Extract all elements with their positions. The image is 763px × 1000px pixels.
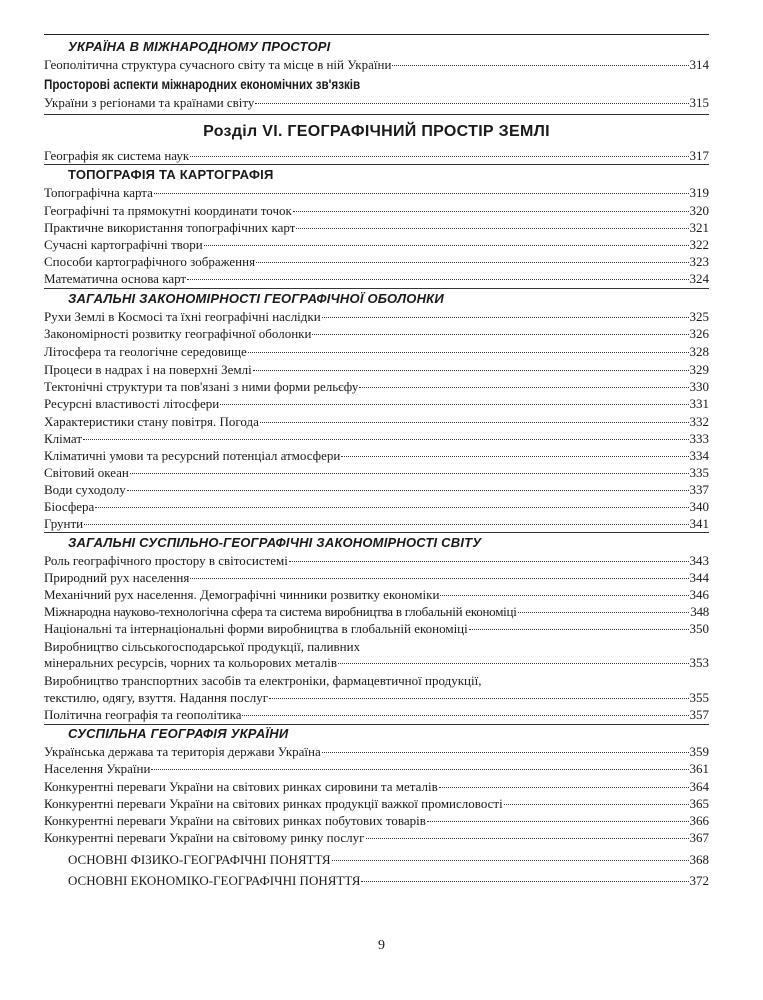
toc-entry[interactable] xyxy=(44,253,709,270)
toc-entry[interactable] xyxy=(44,552,709,569)
toc-entry-page: 335 xyxy=(689,465,709,480)
leader-dots xyxy=(338,663,688,664)
toc-entry[interactable] xyxy=(44,569,709,586)
leader-dots xyxy=(293,211,689,212)
toc-entry-page: 353 xyxy=(689,655,709,670)
toc-entry-title: Ресурсні властивості літосфери xyxy=(44,396,220,411)
leader-dots xyxy=(289,561,689,562)
toc-entry-page: 372 xyxy=(689,873,709,888)
toc-entry[interactable] xyxy=(44,795,709,812)
toc-entry-page: 348 xyxy=(690,604,709,619)
toc-entry-title: Національні та інтернаціональні форми виробництва в глобальній економіці xyxy=(44,621,468,636)
leader-dots xyxy=(255,103,688,104)
toc-entry-page: 364 xyxy=(689,779,709,794)
toc-entry-title: Населення України xyxy=(44,761,151,776)
section-rule xyxy=(44,288,709,289)
toc-entry-title: Способи картографічного зображення xyxy=(44,254,256,269)
toc-entry-page: 324 xyxy=(689,271,709,286)
toc-entry-page: 340 xyxy=(689,499,709,514)
toc-entry-title: України з регіонами та країнами світу xyxy=(44,95,255,110)
toc-entry[interactable] xyxy=(44,56,709,73)
section-title: Розділ VI. ГЕОГРАФІЧНИЙ ПРОСТІР ЗЕМЛІ xyxy=(203,123,550,140)
toc-entry-page: 365 xyxy=(689,796,709,811)
toc-entry[interactable] xyxy=(44,219,709,236)
leader-dots xyxy=(190,578,688,579)
toc-entry[interactable] xyxy=(44,620,709,637)
toc-entry-title: Рухи Землі в Космосі та їхні географічні наслідки xyxy=(44,309,321,324)
toc-entry-page: 359 xyxy=(689,744,709,759)
toc-entry-title: Українська держава та територія держави Україна xyxy=(44,744,321,759)
toc-entry-page: 325 xyxy=(689,309,709,324)
leader-dots xyxy=(312,334,688,335)
toc-entry-page: 323 xyxy=(689,254,709,269)
toc-entry-page: 344 xyxy=(689,570,709,585)
toc-entry-title: текстилю, одягу, взуття. Надання послуг xyxy=(44,690,269,705)
toc-entry-page: 320 xyxy=(689,203,709,218)
toc-entry-appendix[interactable] xyxy=(44,851,709,868)
toc-entry[interactable] xyxy=(44,515,709,532)
toc-entry-title: Конкурентні переваги України на світовому ринку послуг xyxy=(44,830,365,845)
toc-entry-page: 326 xyxy=(689,326,709,341)
toc-entry[interactable] xyxy=(44,760,709,777)
leader-dots xyxy=(130,473,689,474)
leader-dots xyxy=(83,439,688,440)
toc-entry-title: Географічні та прямокутні координати точок xyxy=(44,203,292,218)
heading-geographic-envelope: ЗАГАЛЬНІ ЗАКОНОМІРНОСТІ ГЕОГРАФІЧНОЇ ОБОЛОНКИ xyxy=(68,291,444,306)
leader-dots xyxy=(427,821,689,822)
leader-dots xyxy=(242,715,688,716)
toc-entry[interactable] xyxy=(44,325,709,342)
toc-entry-title: Кліматичні умови та ресурсний потенціал атмосфери xyxy=(44,448,341,463)
heading-topography: ТОПОГРАФІЯ ТА КАРТОГРАФІЯ xyxy=(68,167,274,182)
section-rule xyxy=(44,532,709,533)
leader-dots xyxy=(95,507,688,508)
toc-entry[interactable] xyxy=(44,481,709,498)
toc-entry[interactable] xyxy=(44,829,709,846)
leader-dots xyxy=(204,245,689,246)
toc-entry-page: 346 xyxy=(689,587,709,602)
top-rule xyxy=(44,34,709,35)
toc-entry[interactable] xyxy=(44,586,709,603)
leader-dots xyxy=(361,881,688,882)
leader-dots xyxy=(439,787,689,788)
leader-dots xyxy=(253,370,689,371)
toc-entry-title: Світовий океан xyxy=(44,465,129,480)
toc-entry-page: 355 xyxy=(689,690,709,705)
toc-entry-page: 319 xyxy=(689,185,709,200)
toc-entry[interactable] xyxy=(44,202,709,219)
page-number: 9 xyxy=(378,938,385,953)
toc-entry-title: ОСНОВНІ ЕКОНОМІКО-ГЕОГРАФІЧНІ ПОНЯТТЯ xyxy=(68,873,361,888)
leader-dots xyxy=(187,279,688,280)
toc-entry-title[interactable]: Виробництво сільськогосподарської продукції, паливних xyxy=(44,639,361,654)
toc-entry-title: Політична географія та геополітика xyxy=(44,707,242,722)
toc-entry-page: 322 xyxy=(689,237,709,252)
toc-entry-title[interactable]: Виробництво транспортних засобів та електроніки, фармацевтичної продукції, xyxy=(44,673,482,688)
toc-entry-title: Літосфера та геологічне середовище xyxy=(44,344,247,359)
toc-entry[interactable] xyxy=(44,184,709,201)
toc-entry[interactable] xyxy=(44,94,709,111)
toc-entry-title: Конкурентні переваги України на світових ринках побутових товарів xyxy=(44,813,426,828)
toc-entry[interactable] xyxy=(44,308,709,325)
toc-entry-appendix[interactable] xyxy=(44,872,709,889)
leader-dots xyxy=(154,193,689,194)
toc-entry[interactable] xyxy=(44,498,709,515)
toc-entry[interactable] xyxy=(44,270,709,287)
toc-entry[interactable] xyxy=(44,812,709,829)
toc-entry-page: 329 xyxy=(689,362,709,377)
leader-dots xyxy=(84,524,688,525)
toc-entry[interactable] xyxy=(44,343,709,360)
toc-entry-page: 361 xyxy=(689,761,709,776)
leader-dots xyxy=(151,769,688,770)
toc-entry-title: Процеси в надрах і на поверхні Землі xyxy=(44,362,252,377)
toc-entry-title: Клімат xyxy=(44,431,83,446)
toc-entry-title: Конкурентні переваги України на світових ринках продукції важкої промисловості xyxy=(44,796,503,811)
leader-dots xyxy=(127,490,689,491)
toc-entry[interactable] xyxy=(44,236,709,253)
leader-dots xyxy=(322,317,689,318)
toc-entry-title: Сучасні картографічні твори xyxy=(44,237,203,252)
leader-dots xyxy=(518,612,690,613)
toc-entry-title: Механічний рух населення. Демографічні чинники розвитку економіки xyxy=(44,587,440,602)
toc-entry[interactable] xyxy=(44,395,709,412)
section-rule xyxy=(44,114,709,115)
toc-entry-title: ОСНОВНІ ФІЗИКО-ГЕОГРАФІЧНІ ПОНЯТТЯ xyxy=(68,852,331,867)
toc-entry-title: Біосфера xyxy=(44,499,95,514)
toc-entry-title: Роль географічного простору в світосистемі xyxy=(44,553,288,568)
toc-entry-page: 333 xyxy=(689,431,709,446)
toc-entry-title: Закономірності розвитку географічної оболонки xyxy=(44,326,312,341)
leader-dots xyxy=(269,698,688,699)
leader-dots xyxy=(248,352,689,353)
leader-dots xyxy=(322,752,689,753)
toc-entry[interactable] xyxy=(44,706,709,723)
toc-entry[interactable] xyxy=(44,654,709,671)
leader-dots xyxy=(504,804,689,805)
toc-entry-title[interactable]: Просторові аспекти міжнародних економічних зв'язків xyxy=(44,77,361,92)
leader-dots xyxy=(440,595,688,596)
toc-entry[interactable] xyxy=(44,378,709,395)
toc-entry-title: Топографічна карта xyxy=(44,185,153,200)
leader-dots xyxy=(359,387,688,388)
toc-entry[interactable] xyxy=(44,147,709,164)
toc-entry[interactable] xyxy=(44,689,709,706)
leader-dots xyxy=(220,404,688,405)
section-rule xyxy=(44,164,709,165)
leader-dots xyxy=(469,629,689,630)
toc-entry[interactable] xyxy=(44,413,709,430)
toc-entry[interactable] xyxy=(44,430,709,447)
heading-ukraine-international: УКРАЇНА В МІЖНАРОДНОМУ ПРОСТОРІ xyxy=(68,39,331,54)
toc-entry-title: Географія як система наук xyxy=(44,148,190,163)
toc-entry-page: 368 xyxy=(689,852,709,867)
toc-entry-title: Практичне використання топографічних карт xyxy=(44,220,296,235)
toc-entry-page: 341 xyxy=(689,516,709,531)
leader-dots xyxy=(366,838,689,839)
toc-entry[interactable] xyxy=(44,743,709,760)
toc-entry-page: 317 xyxy=(689,148,709,163)
toc-entry-title: Грунти xyxy=(44,516,84,531)
toc-entry[interactable] xyxy=(44,361,709,378)
toc-entry-title: Геополітична структура сучасного світу та місце в ній України xyxy=(44,57,392,72)
toc-entry-page: 367 xyxy=(689,830,709,845)
toc-entry-page: 337 xyxy=(689,482,709,497)
toc-entry-title: Води суходолу xyxy=(44,482,126,497)
leader-dots xyxy=(332,860,689,861)
toc-entry-title: Конкурентні переваги України на світових ринках сировини та металів xyxy=(44,779,438,794)
toc-entry[interactable] xyxy=(44,603,709,620)
toc-entry-page: 350 xyxy=(689,621,709,636)
leader-dots xyxy=(341,456,688,457)
leader-dots xyxy=(256,262,688,263)
toc-entry-title: Природний рух населення xyxy=(44,570,190,585)
toc-entry-title: Тектонічні структури та пов'язані з ними форми рельєфу xyxy=(44,379,359,394)
toc-entry[interactable] xyxy=(44,464,709,481)
leader-dots xyxy=(296,228,688,229)
toc-entry-page: 334 xyxy=(689,448,709,463)
toc-entry-title: Математична основа карт xyxy=(44,271,187,286)
toc-entry-page: 321 xyxy=(689,220,709,235)
toc-entry-page: 343 xyxy=(689,553,709,568)
toc-entry-title: Характеристики стану повітря. Погода xyxy=(44,414,259,429)
toc-entry[interactable] xyxy=(44,778,709,795)
toc-entry-page: 366 xyxy=(689,813,709,828)
leader-dots xyxy=(260,422,689,423)
heading-social-geography-ukraine: СУСПІЛЬНА ГЕОГРАФІЯ УКРАЇНИ xyxy=(68,726,289,741)
toc-entry-page: 328 xyxy=(689,344,709,359)
heading-socio-geographic: ЗАГАЛЬНІ СУСПІЛЬНО-ГЕОГРАФІЧНІ ЗАКОНОМІРНОСТІ СВІТУ xyxy=(68,535,482,550)
toc-entry-page: 315 xyxy=(689,95,709,110)
toc-entry-page: 331 xyxy=(689,396,709,411)
leader-dots xyxy=(392,65,688,66)
toc-entry-title: мінеральних ресурсів, чорних та кольорових металів xyxy=(44,655,338,670)
toc-entry-page: 314 xyxy=(689,57,709,72)
toc-entry[interactable] xyxy=(44,447,709,464)
toc-entry-title: Міжнародна науково-технологічна сфера та система виробництва в глобальній економіці xyxy=(44,604,517,619)
toc-entry-page: 332 xyxy=(689,414,709,429)
toc-entry-page: 330 xyxy=(689,379,709,394)
leader-dots xyxy=(190,156,688,157)
toc-entry-page: 357 xyxy=(689,707,709,722)
